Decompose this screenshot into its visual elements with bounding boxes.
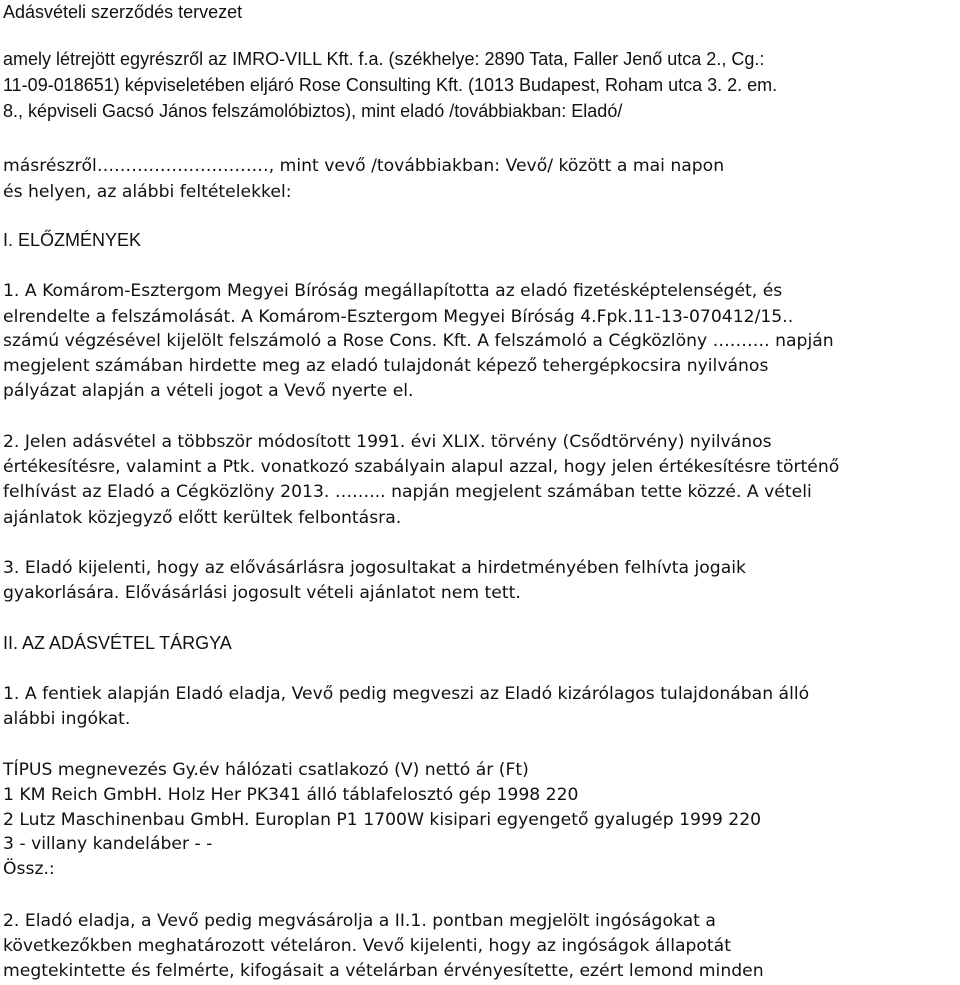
table-row: 3 - villany kandeláber - - (3, 834, 213, 854)
text-line: és helyen, az alábbi feltételekkel: (3, 182, 292, 202)
table-total: Össz.: (3, 859, 55, 879)
text-line: megtekintette és felmérte, kifogásait a vételárban érvényesítette, ezért lemond minden (3, 961, 764, 981)
table-header-line: TÍPUS megnevezés Gy.év hálózati csatlakozó (V) nettó ár (Ft) (3, 760, 529, 780)
text-line: 3. Eladó kijelenti, hogy az elővásárlásra jogosultakat a hirdetményében felhívta jogaik (3, 558, 746, 578)
document-title: Adásvételi szerződés tervezet (3, 2, 243, 22)
text-line: elrendelte a felszámolását. A Komárom-Esztergom Megyei Bíróság 4.Fpk.11-13-070412/15.. (3, 307, 794, 327)
text-line: 8., képviseli Gacsó János felszámolóbiztos), mint eladó /továbbiakban: Eladó/ (3, 101, 623, 121)
table-row: 1 KM Reich GmbH. Holz Her PK341 álló táblafelosztó gép 1998 220 (3, 785, 579, 805)
text-line: gyakorlására. Elővásárlási jogosult vételi ajánlatot nem tett. (3, 583, 521, 603)
text-line: másrészről…………………………, mint vevő /továbbiakban: Vevő/ között a mai napon (3, 156, 725, 176)
text-line: pályázat alapján a vételi jogot a Vevő nyerte el. (3, 381, 414, 401)
text-line: 1. A fentiek alapján Eladó eladja, Vevő pedig megveszi az Eladó kizárólagos tulajdonában álló (3, 684, 810, 704)
text-line: alábbi ingókat. (3, 709, 131, 729)
text-line: amely létrejött egyrészről az IMRO-VILL Kft. f.a. (székhelye: 2890 Tata, Faller Jenő utca 2., Cg.: (3, 49, 765, 69)
text-line: 11-09-018651) képviseletében eljáró Rose Consulting Kft. (1013 Budapest, Roham utca 3. 2. em. (3, 75, 778, 95)
text-line: felhívást az Eladó a Cégközlöny 2013. ……... napján megjelent számában tette közzé. A vételi (3, 482, 812, 502)
text-line: következőkben meghatározott vételáron. Vevő kijelenti, hogy az ingóságok állapotát (3, 936, 731, 956)
text-line: 1. A Komárom-Esztergom Megyei Bíróság megállapította az eladó fizetésképtelenségét, és (3, 281, 783, 301)
text-line: értékesítésre, valamint a Ptk. vonatkozó szabályain alapul azzal, hogy jelen értékesítésre történő (3, 457, 840, 477)
text-line: 2. Jelen adásvétel a többször módosított 1991. évi XLIX. törvény (Csődtörvény) nyilvános (3, 432, 772, 452)
table-row: 2 Lutz Maschinenbau GmbH. Europlan P1 1700W kisipari egyengető gyalugép 1999 220 (3, 810, 762, 830)
section-heading: II. AZ ADÁSVÉTEL TÁRGYA (3, 633, 232, 653)
section-heading: I. ELŐZMÉNYEK (3, 230, 142, 250)
text-line: ajánlatok közjegyző előtt kerültek felbontásra. (3, 508, 402, 528)
text-line: számú végzésével kijelölt felszámoló a Rose Cons. Kft. A felszámoló a Cégközlöny ………. napján (3, 331, 834, 351)
text-line: megjelent számában hirdette meg az eladó tulajdonát képező tehergépkocsira nyilvános (3, 356, 769, 376)
text-line: 2. Eladó eladja, a Vevő pedig megvásárolja a II.1. pontban megjelölt ingóságokat a (3, 911, 716, 931)
